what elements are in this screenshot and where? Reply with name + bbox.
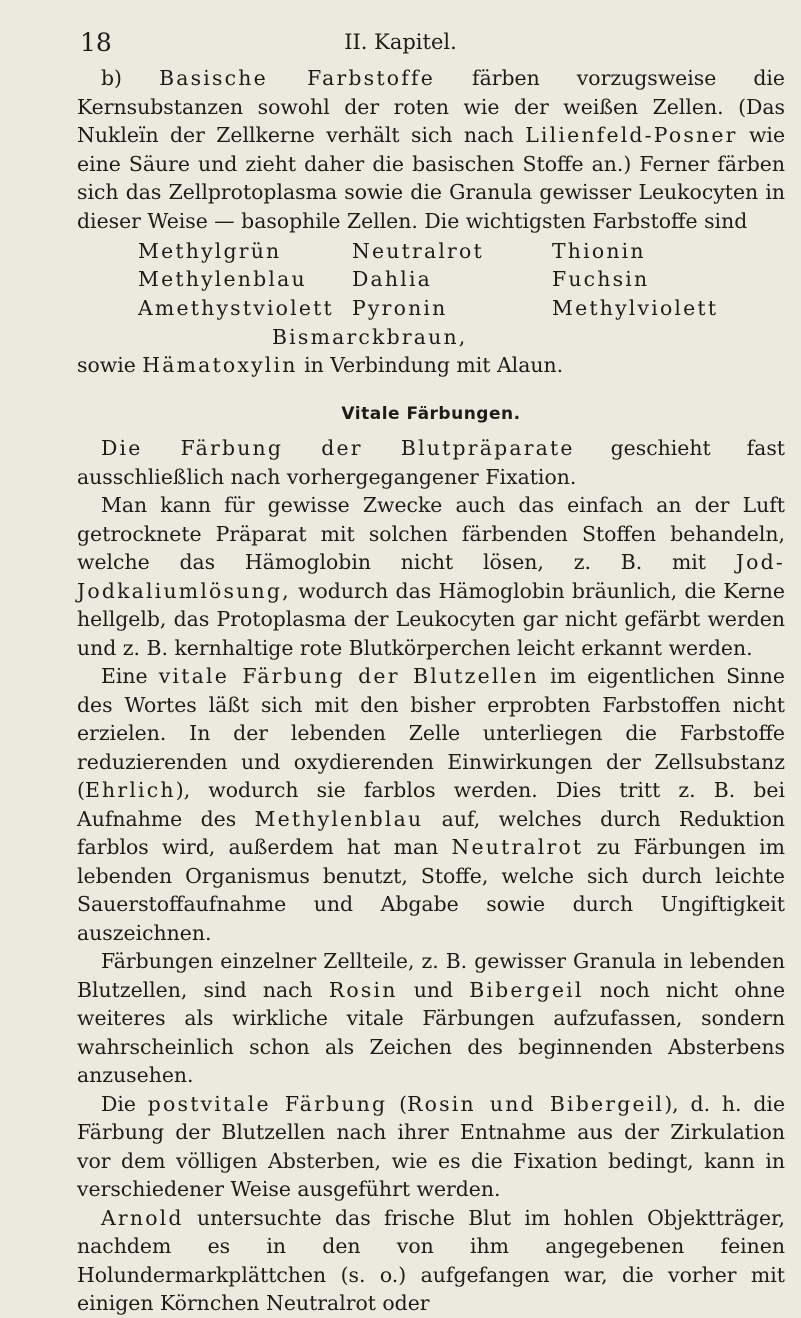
p2-text-b: wodurch das Hämoglobin bräunlich, die Kerne hellgelb, das Protoplasma der Leukocyten gar nicht gefärbt werden und z. B. kernhaltige rote Blutkörperchen leicht erkannt werden. [77,578,785,660]
dye-list [138,237,785,351]
p6-text: untersuchte das frische Blut im hohlen Objektträger, nachdem es in den von ihm angegebenen feinen Holundermarkplättchen (s. o.) aufgefangen war, die vorher mit einigen Körnchen Neutralrot oder [77,1205,786,1315]
p1-text: geschieht fast ausschließlich nach vorhergegangener Fixation. [77,436,785,489]
dye-item: Methylgrün [138,239,282,263]
p4-text-c: noch nicht ohne weiteres als wirkliche vitale Färbungen aufzufassen, sondern wahrscheinlich schon als Zeichen des beginnenden Absterbens anzusehen. [77,977,786,1087]
intro-text-2: wie eine Säure und zieht daher die basischen Stoffe an.) Ferner färben sich das Zellprotoplasma sowie die Granula gewisser Leukocyten in dieser Weise — basophile Zellen. Die wichtigsten Farbstoffe sind [77,123,786,233]
p2-text-a: Man kann für gewisse Zwecke auch das einfach an der Luft getrocknete Präparat mit solchen färbenden Stoffen behandeln, welche das Hämoglobin nicht lösen, z. B. mit [77,493,785,574]
dye-item: Methylviolett [552,296,719,320]
p3-text-e: zu Färbungen im lebenden Organismus benutzt, Stoffe, welche sich durch leichte Sauerstoffaufnahme und Abgabe sowie durch Ungiftigkeit auszeichnen. [77,835,785,945]
p3-text-d: auf, welches durch Reduktion farblos wird, außerdem hat man [77,806,786,859]
p5-term-2: Rosin und Bibergeil [407,1091,665,1116]
p3-term-1: vitale Färbung der Blutzellen [158,664,539,688]
intro-label: b) [101,66,123,90]
p3-term-3: Methylenblau [254,806,424,831]
page-header [0,8,801,57]
paragraph-4 [77,947,785,1090]
p3-text-c: ), wodurch sie farblos werden. Dies tritt z. B. bei Aufnahme des [77,778,785,831]
p4-text-a: Färbungen einzelner Zellteile, z. B. gewisser Granula in lebenden Blutzellen, sind nach [77,949,785,1002]
p2-term: Jod-Jodkaliumlösung, [77,550,786,603]
dye-item: Bismarckbraun, [272,325,468,349]
paragraph-5 [77,1090,785,1204]
closing-post: in Verbindung mit Alaun. [304,353,564,377]
intro-term: Basische Farbstoffe [159,66,435,90]
section-title: Vitale Färbungen. [341,403,521,424]
p5-term-1: postvitale Färbung [147,1091,388,1116]
p3-text-a: Eine [101,664,148,688]
paragraph-1 [77,434,785,491]
paragraph-2 [77,491,785,662]
p3-term-2: Ehrlich [84,778,176,802]
dye-item: Thionin [552,239,646,263]
dye-item: Methylenblau [138,267,307,291]
closing-term: Hämatoxylin [142,353,298,377]
p1-term: Die Färbung der Blutpräparate [101,436,575,460]
p4-term-2: Bibergeil [469,977,584,1002]
p5-text-c: ), d. h. die Färbung der Blutzellen nach ihrer Entnahme aus der Zirkulation vor dem völligen Absterben, wie es die Fixation bedingt, kann in verschiedener Weise ausgeführt werden. [77,1091,786,1201]
p4-term-1: Rosin [328,977,398,1002]
dye-item: Neutralrot [352,239,484,263]
p6-term: Arnold [101,1205,184,1230]
closing-pre: sowie [77,353,136,377]
p4-text-b: und [413,977,454,1002]
closing-line [77,351,785,380]
p5-text-a: Die [101,1091,136,1116]
paragraph-6 [77,1204,785,1318]
dye-item: Fuchsin [552,267,650,291]
intro-paragraph [77,64,785,235]
page-body [77,64,785,1318]
dye-item: Dahlia [352,267,433,291]
paragraph-3 [77,662,785,947]
p5-text-b: ( [399,1091,408,1116]
dye-item: Amethystviolett [138,296,334,320]
intro-authors: Lilienfeld-Posner [525,123,738,147]
dye-item: Pyronin [352,296,448,320]
p3-term-4: Neutralrot [451,835,584,859]
chapter-heading: II. Kapitel. [344,30,457,54]
intro-text: färben vorzugsweise die Kernsubstanzen sowohl der roten wie der weißen Zellen. (Das Nukleïn der Zellkerne verhält sich nach [77,66,785,147]
p3-text-b: im eigentlichen Sinne des Wortes läßt sich mit den bisher erprobten Farbstoffen nicht erzielen. In der lebenden Zelle unterliegen die Farbstoffe reduzierenden und oxydierenden Einwirkungen der Zellsubstanz ( [77,664,785,802]
page-number: 18 [80,28,112,57]
